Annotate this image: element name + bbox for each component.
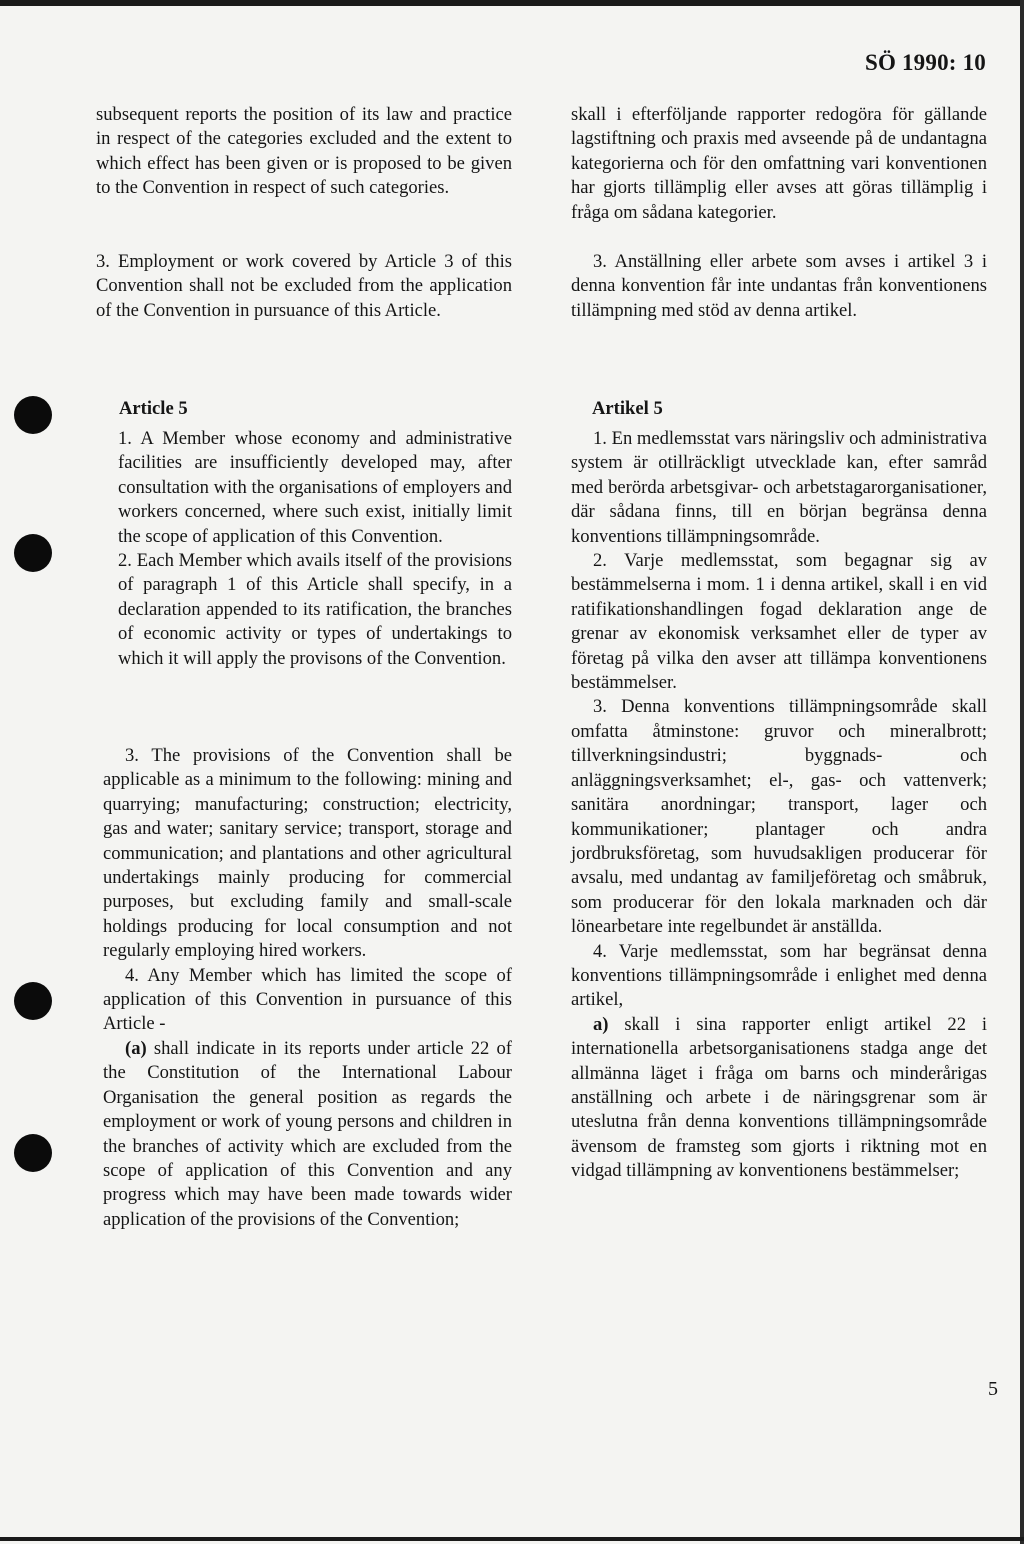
english-paragraph-3: 3. Employment or work covered by Article 3 of this Convention shall not be excluded from the application of the Convention in pursuance of this Article. — [96, 251, 512, 321]
bottom-border-rule — [0, 1537, 1024, 1541]
swedish-paragraph-3: 3. Anställning eller arbete som avses i artikel 3 i denna konvention får inte undantas från konventionens tillämpning med stöd av denna artikel. — [571, 251, 987, 321]
document-id: SÖ 1990: 10 — [864, 50, 986, 75]
english-article5-para1: 1. A Member whose economy and administrative facilities are insufficiently developed may, after consultation with the organisations of employers and workers concerned, where such exist, initially limit the scope of application of this Convention. — [118, 428, 512, 547]
english-article5-para4a-text: shall indicate in its reports under article 22 of the Constitution of the International Labour Organisation the general position as regards the employment or work of young persons and children in the branches of activity which are excluded from the scope of application of this Convention and any progress which may have been made towards wider application of the provisions of the Convention; — [103, 1037, 512, 1230]
swedish-article5-para4: 4. Varje medlemsstat, som har begränsat denna konventions tillämpningsområde i enlighet med denna artikel, — [571, 940, 987, 1011]
swedish-article5-para4a-text: skall i sina rapporter enligt artikel 22 i internationella arbetsorganisationens stadga ange det allmänna läget i fråga om barns och minderårigas anställning och arbete i de näringsgrenar som är uteslutna från denna konventions tillämpningsområde ävensom de framsteg som gjorts i riktning mot en vidgad tillämpning av konventionens bestämmelser; — [571, 1013, 987, 1182]
english-article5-para4: 4. Any Member which has limited the scope of application of this Convention in pursuance of this Article - — [103, 964, 512, 1035]
swedish-article5-para2: 2. Varje medlemsstat, som begagnar sig av bestämmelserna i mom. 1 i denna artikel, skall i en vid ratifikationshandlingen fogad deklaration ange de grenar av ekonomisk verksamhet eller de typer av företag på vilka den avser att tillämpa konventionens bestämmelser. — [571, 550, 987, 694]
swedish-article5-para3: 3. Denna konventions tillämpningsområde skall omfatta åtminstone: gruvor och mineralbrott; tillverkningsindustri; byggnads- och anläggningsverksamhet; el-, gas- och vattenverk; sanitära anordningar; transport, lager och kommunikationer; plantager och andra jordbruksföretag, som huvudsakligen producerar för avsalu, med undantag av familjeföretag och småbruk, som producerar för den lokala marknaden och där lönearbetare inte regelbundet är anställda. — [571, 696, 987, 938]
english-item-label-a: (a) — [125, 1037, 147, 1059]
top-border-rule — [0, 0, 1024, 6]
english-article5-para4a — [103, 1037, 512, 1232]
swedish-article-heading: Artikel 5 — [592, 398, 663, 419]
swedish-intro-paragraph: skall i efterföljande rapporter redogöra för gällande lagstiftning och praxis med avseende på de undantagna kategorierna och för den omfattning vari konventionen har gjorts tillämplig eller avses att göras tillämplig i fråga om sådana kategorier. — [571, 104, 987, 223]
swedish-article5-para1: 1. En medlemsstat vars näringsliv och administrativa system är otillräckligt utvecklade kan, efter samråd med berörda arbetsgivar- och arbetstagarorganisationer, där sådana finns, till en början begränsa denna konventions tillämpningsområde. — [571, 428, 988, 547]
punch-hole-icon — [14, 1134, 52, 1172]
punch-hole-icon — [14, 534, 52, 572]
page-number: 5 — [988, 1378, 998, 1400]
punch-hole-icon — [14, 396, 52, 434]
swedish-item-label-a: a) — [593, 1013, 609, 1035]
swedish-article5-para4a — [571, 1013, 987, 1184]
english-article5-para3: 3. The provisions of the Convention shall be applicable as a minimum to the following: mining and quarrying; manufacturing; construction; electricity, gas and water; sanitary service; transport, storage and communication; and plantations and other agricultural undertakings mainly producing for commercial purposes, but excluding family and small-scale holdings producing for local consumption and not regularly employing hired workers. — [103, 745, 512, 962]
english-article5-para2: 2. Each Member which avails itself of the provisions of paragraph 1 of this Article shall specify, in a declaration appended to its ratification, the branches of economic activity or types of undertakings to which it will apply the provisons of the Convention. — [118, 550, 512, 669]
english-article-heading: Article 5 — [119, 398, 188, 419]
punch-hole-icon — [14, 982, 52, 1020]
english-intro-paragraph: subsequent reports the position of its law and practice in respect of the categories excluded and the extent to which effect has been given or is proposed to be given to the Convention in respect of such categories. — [96, 104, 512, 199]
right-border-rule — [1020, 0, 1024, 1544]
